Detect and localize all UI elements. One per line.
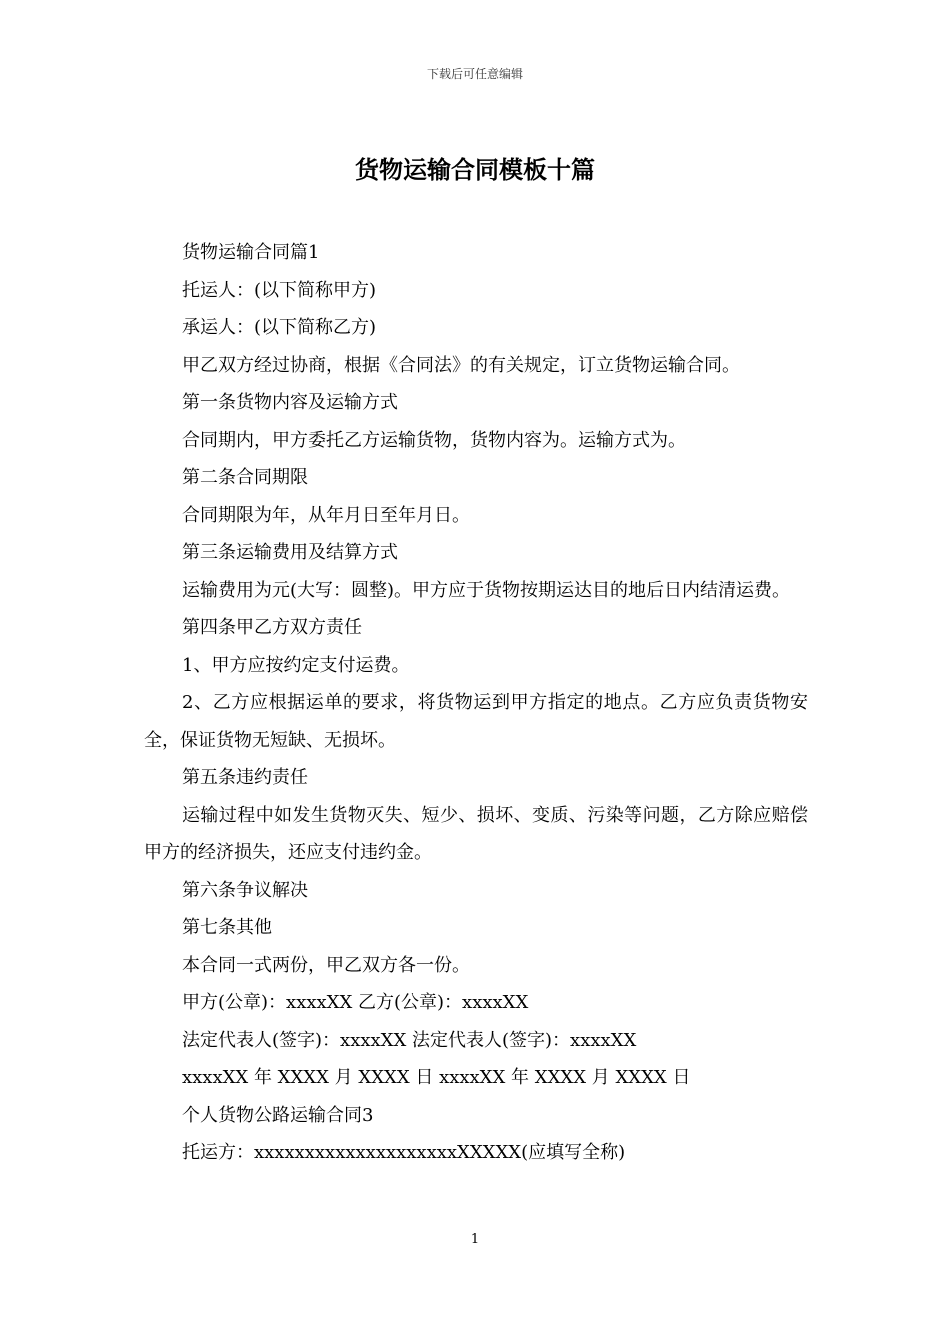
paragraph: 第三条运输费用及结算方式 [182, 542, 398, 563]
header-note: 下载后可任意编辑 [426, 67, 523, 81]
paragraph: 第五条违约责任 [182, 767, 308, 788]
paragraph: xxxxXX 年 XXXX 月 XXXX 日 xxxxXX 年 XXXX 月 XXXX 日 [182, 1067, 691, 1088]
paragraph: 第四条甲乙方双方责任 [182, 617, 362, 638]
paragraph: 合同期内，甲方委托乙方运输货物，货物内容为。运输方式为。 [182, 429, 686, 451]
paragraph: 个人货物公路运输合同3 [182, 1104, 374, 1126]
paragraph: 法定代表人(签字)：xxxxXX 法定代表人(签字)：xxxxXX [182, 1029, 637, 1051]
paragraph: 第六条争议解决 [182, 879, 308, 901]
page-number: 1 [470, 1232, 480, 1247]
paragraph: 本合同一式两份，甲乙双方各一份。 [182, 954, 470, 976]
document-title: 货物运输合同模板十篇 [355, 156, 595, 184]
paragraph: 承运人：(以下简称乙方) [182, 317, 377, 338]
paragraph: 托运人：(以下简称甲方) [182, 279, 377, 301]
paragraph: 甲方(公章)：xxxxXX 乙方(公章)：xxxxXX [182, 992, 529, 1013]
paragraph: 运输过程中如发生货物灭失、短少、损坏、变质、污染等问题，乙方除应赔偿甲方的经济损失，还应支付违约金。 [144, 804, 808, 863]
paragraph: 托运方：xxxxxxxxxxxxxxxxxxxxXXXXX(应填写全称) [182, 1142, 626, 1163]
paragraph: 1、甲方应按约定支付运费。 [182, 654, 410, 676]
paragraph: 合同期限为年，从年月日至年月日。 [182, 504, 470, 526]
paragraph: 2、乙方应根据运单的要求，将货物运到甲方指定的地点。乙方应负责货物安全，保证货物无短缺、无损坏。 [144, 692, 808, 751]
document-body [144, 234, 808, 1172]
paragraph: 运输费用为元(大写：圆整)。甲方应于货物按期运达目的地后日内结清运费。 [182, 579, 791, 601]
paragraph: 第二条合同期限 [182, 467, 308, 488]
paragraph: 第七条其他 [182, 917, 272, 938]
paragraph: 货物运输合同篇1 [182, 242, 320, 263]
paragraph: 第一条货物内容及运输方式 [182, 392, 398, 413]
paragraph: 甲乙双方经过协商，根据《合同法》的有关规定，订立货物运输合同。 [182, 354, 740, 376]
